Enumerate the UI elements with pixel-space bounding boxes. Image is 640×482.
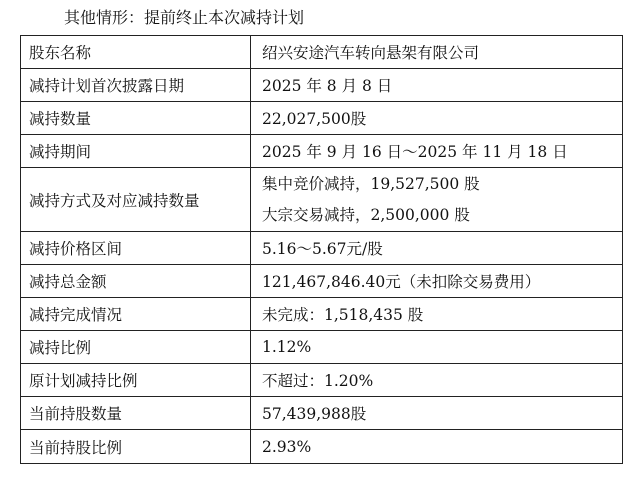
row-label: 当前持股数量 xyxy=(21,397,251,430)
row-value: 2025 年 9 月 16 日～2025 年 11 月 18 日 xyxy=(251,135,623,168)
row-value: 不超过：1.20% xyxy=(251,364,623,397)
row-label: 减持比例 xyxy=(21,331,251,364)
row-value: 121,467,846.40元（未扣除交易费用） xyxy=(251,265,623,298)
table-row xyxy=(21,397,623,430)
reduction-plan-table xyxy=(20,35,623,464)
row-label: 原计划减持比例 xyxy=(21,364,251,397)
table-row xyxy=(21,430,623,464)
table-row xyxy=(21,168,623,232)
row-value: 2.93% xyxy=(251,430,623,464)
row-label: 当前持股比例 xyxy=(21,430,251,464)
row-value: 2025 年 8 月 8 日 xyxy=(251,69,623,102)
table-row xyxy=(21,102,623,135)
row-value xyxy=(251,168,623,232)
table-row xyxy=(21,135,623,168)
row-label: 股东名称 xyxy=(21,36,251,69)
row-label: 减持总金额 xyxy=(21,265,251,298)
table-row xyxy=(21,265,623,298)
table-row xyxy=(21,69,623,102)
row-label: 减持方式及对应减持数量 xyxy=(21,168,251,232)
table-row xyxy=(21,364,623,397)
row-value: 未完成：1,518,435 股 xyxy=(251,298,623,331)
table-row xyxy=(21,232,623,265)
row-value-line: 集中竞价减持，19,527,500 股 xyxy=(262,174,480,193)
row-value: 1.12% xyxy=(251,331,623,364)
row-value: 5.16～5.67元/股 xyxy=(251,232,623,265)
table-row xyxy=(21,298,623,331)
row-value: 绍兴安途汽车转向悬架有限公司 xyxy=(251,36,623,69)
row-label: 减持完成情况 xyxy=(21,298,251,331)
table-row xyxy=(21,36,623,69)
row-label: 减持计划首次披露日期 xyxy=(21,69,251,102)
section-caption: 其他情形：提前终止本次减持计划 xyxy=(64,8,305,27)
row-label: 减持期间 xyxy=(21,135,251,168)
row-label: 减持价格区间 xyxy=(21,232,251,265)
table-row xyxy=(21,331,623,364)
row-value-line: 大宗交易减持，2,500,000 股 xyxy=(262,205,470,224)
row-value: 57,439,988股 xyxy=(251,397,623,430)
row-value: 22,027,500股 xyxy=(251,102,623,135)
row-label: 减持数量 xyxy=(21,102,251,135)
